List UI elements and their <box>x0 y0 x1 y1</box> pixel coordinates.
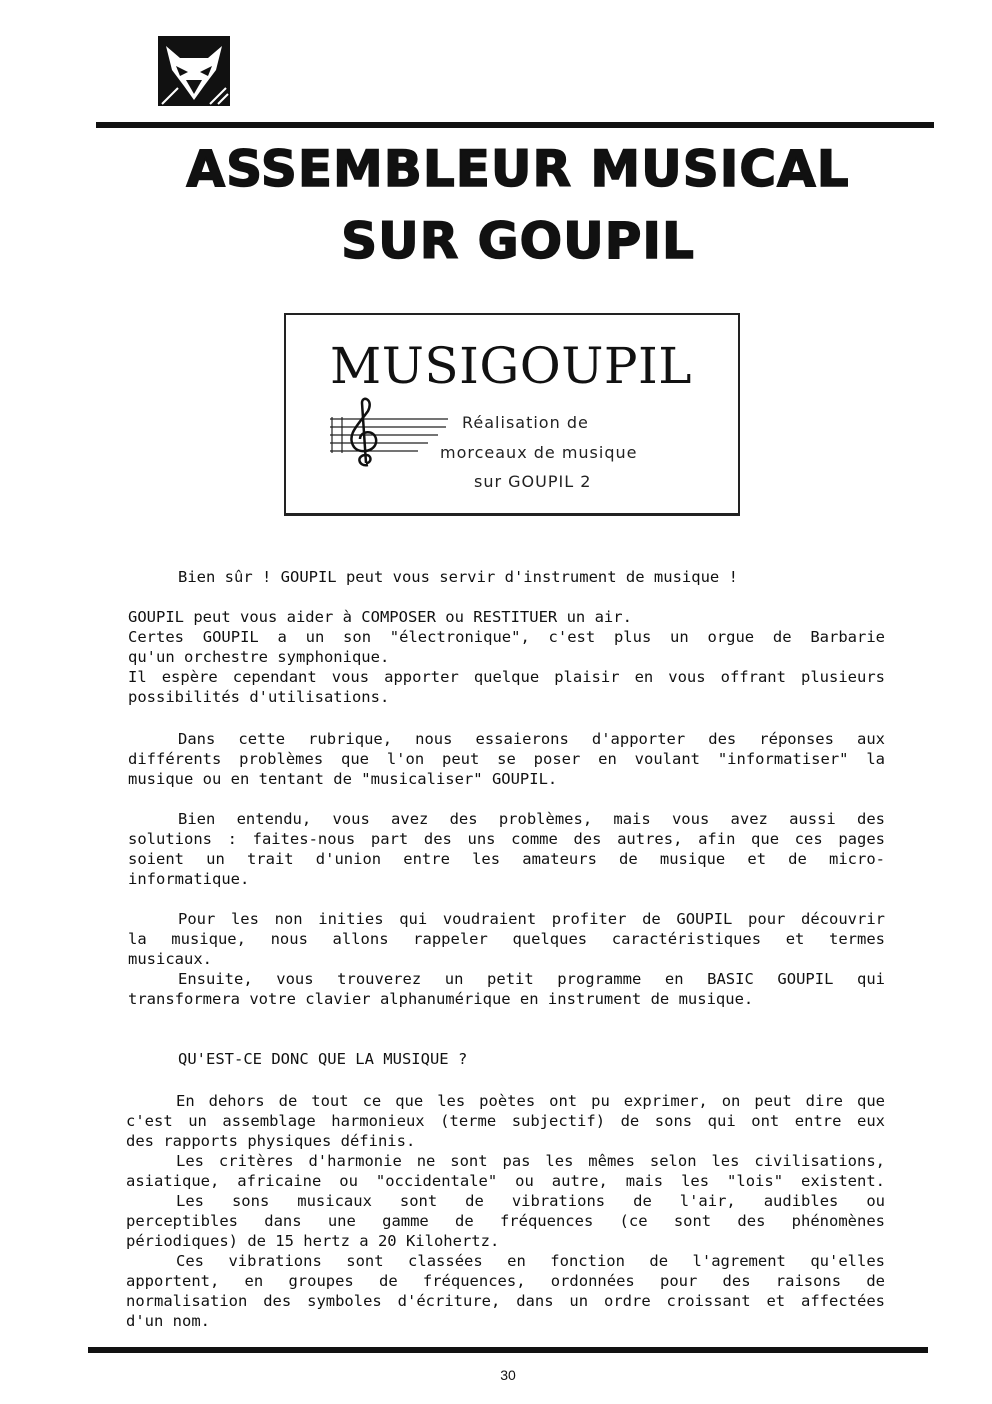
p2-line-3: musique ou en tentant de "musicaliser" GOUPIL. <box>128 770 558 788</box>
box-title: MUSIGOUPIL <box>330 337 693 395</box>
paragraph-5 <box>126 1091 885 1331</box>
p1-line-1: GOUPIL peut vous aider à COMPOSER ou RESTITUER un air. <box>128 608 632 626</box>
p5-line-4: Les critères d'harmonie ne sont pas les mêmes selon les civilisations, <box>176 1152 885 1170</box>
p3-line-3: soient un trait d'union entre les amateurs de musique et de micro- <box>128 850 885 868</box>
p5-line-6: Les sons musicaux sont de vibrations de l'air, audibles ou <box>176 1192 885 1210</box>
p4-line-5: transformera votre clavier alphanumérique en instrument de musique. <box>128 990 754 1008</box>
section-heading: QU'EST-CE DONC QUE LA MUSIQUE ? <box>178 1050 468 1068</box>
paragraph-1 <box>128 607 885 707</box>
paragraph-2 <box>128 729 885 789</box>
p5-line-5: asiatique, africaine ou "occidentale" ou autre, mais les "lois" existent. <box>126 1172 885 1190</box>
box-subtitle-line-3: sur GOUPIL 2 <box>474 472 592 491</box>
box-subtitle-line-1: Réalisation de <box>462 413 589 432</box>
p4-line-3: musicaux. <box>128 950 212 968</box>
p5-line-3: des rapports physiques définis. <box>126 1132 416 1150</box>
page-number: 30 <box>500 1367 516 1383</box>
fox-head-icon <box>158 36 230 106</box>
p3-line-1: Bien entendu, vous avez des problèmes, mais vous avez aussi des <box>178 810 885 828</box>
p1-line-2: Certes GOUPIL a un son "électronique", c'est plus un orgue de Barbarie <box>128 628 885 646</box>
p5-line-12: d'un nom. <box>126 1312 210 1330</box>
p1-line-4: Il espère cependant vous apporter quelque plaisir en vous offrant plusieurs <box>128 668 885 686</box>
paragraph-3 <box>128 809 885 889</box>
box-subtitle-line-2: morceaux de musique <box>440 443 638 462</box>
p2-line-1: Dans cette rubrique, nous essaierons d'apporter des réponses aux <box>178 730 885 748</box>
treble-clef-staff-icon <box>328 397 448 469</box>
headline-line-1: ASSEMBLEUR MUSICAL <box>186 140 850 198</box>
p5-line-1: En dehors de tout ce que les poètes ont pu exprimer, on peut dire que <box>176 1092 885 1110</box>
top-rule <box>96 122 934 128</box>
p5-line-2: c'est un assemblage harmonieux (terme subjectif) de sons qui ont entre eux <box>126 1112 885 1130</box>
p4-line-4: Ensuite, vous trouverez un petit programme en BASIC GOUPIL qui <box>178 970 885 988</box>
title-box <box>284 313 740 516</box>
p2-line-2: différents problèmes que l'on peut se poser en voulant "informatiser" la <box>128 750 885 768</box>
intro-line: Bien sûr ! GOUPIL peut vous servir d'instrument de musique ! <box>178 568 738 586</box>
p3-line-2: solutions : faites-nous part des uns comme des autres, afin que ces pages <box>128 830 885 848</box>
p1-line-5: possibilités d'utilisations. <box>128 688 390 706</box>
p5-line-7: perceptibles dans une gamme de fréquences (ce sont des phénomènes <box>126 1212 885 1230</box>
p5-line-11: normalisation des symboles d'écriture, dans un ordre croissant et affectées <box>126 1292 885 1310</box>
p5-line-9: Ces vibrations sont classées en fonction de l'agrement qu'elles <box>176 1252 885 1270</box>
p4-line-2: la musique, nous allons rappeler quelques caractéristiques et termes <box>128 930 885 948</box>
bottom-rule <box>88 1347 928 1353</box>
headline-line-2: SUR GOUPIL <box>341 212 695 270</box>
paragraph-4 <box>128 909 885 1009</box>
p1-line-3: qu'un orchestre symphonique. <box>128 648 390 666</box>
p5-line-10: apportent, en groupes de fréquences, ordonnées pour des raisons de <box>126 1272 885 1290</box>
p5-line-8: périodiques) de 15 hertz a 20 Kilohertz. <box>126 1232 500 1250</box>
p4-line-1: Pour les non inities qui voudraient profiter de GOUPIL pour découvrir <box>178 910 885 928</box>
p3-line-4: informatique. <box>128 870 250 888</box>
